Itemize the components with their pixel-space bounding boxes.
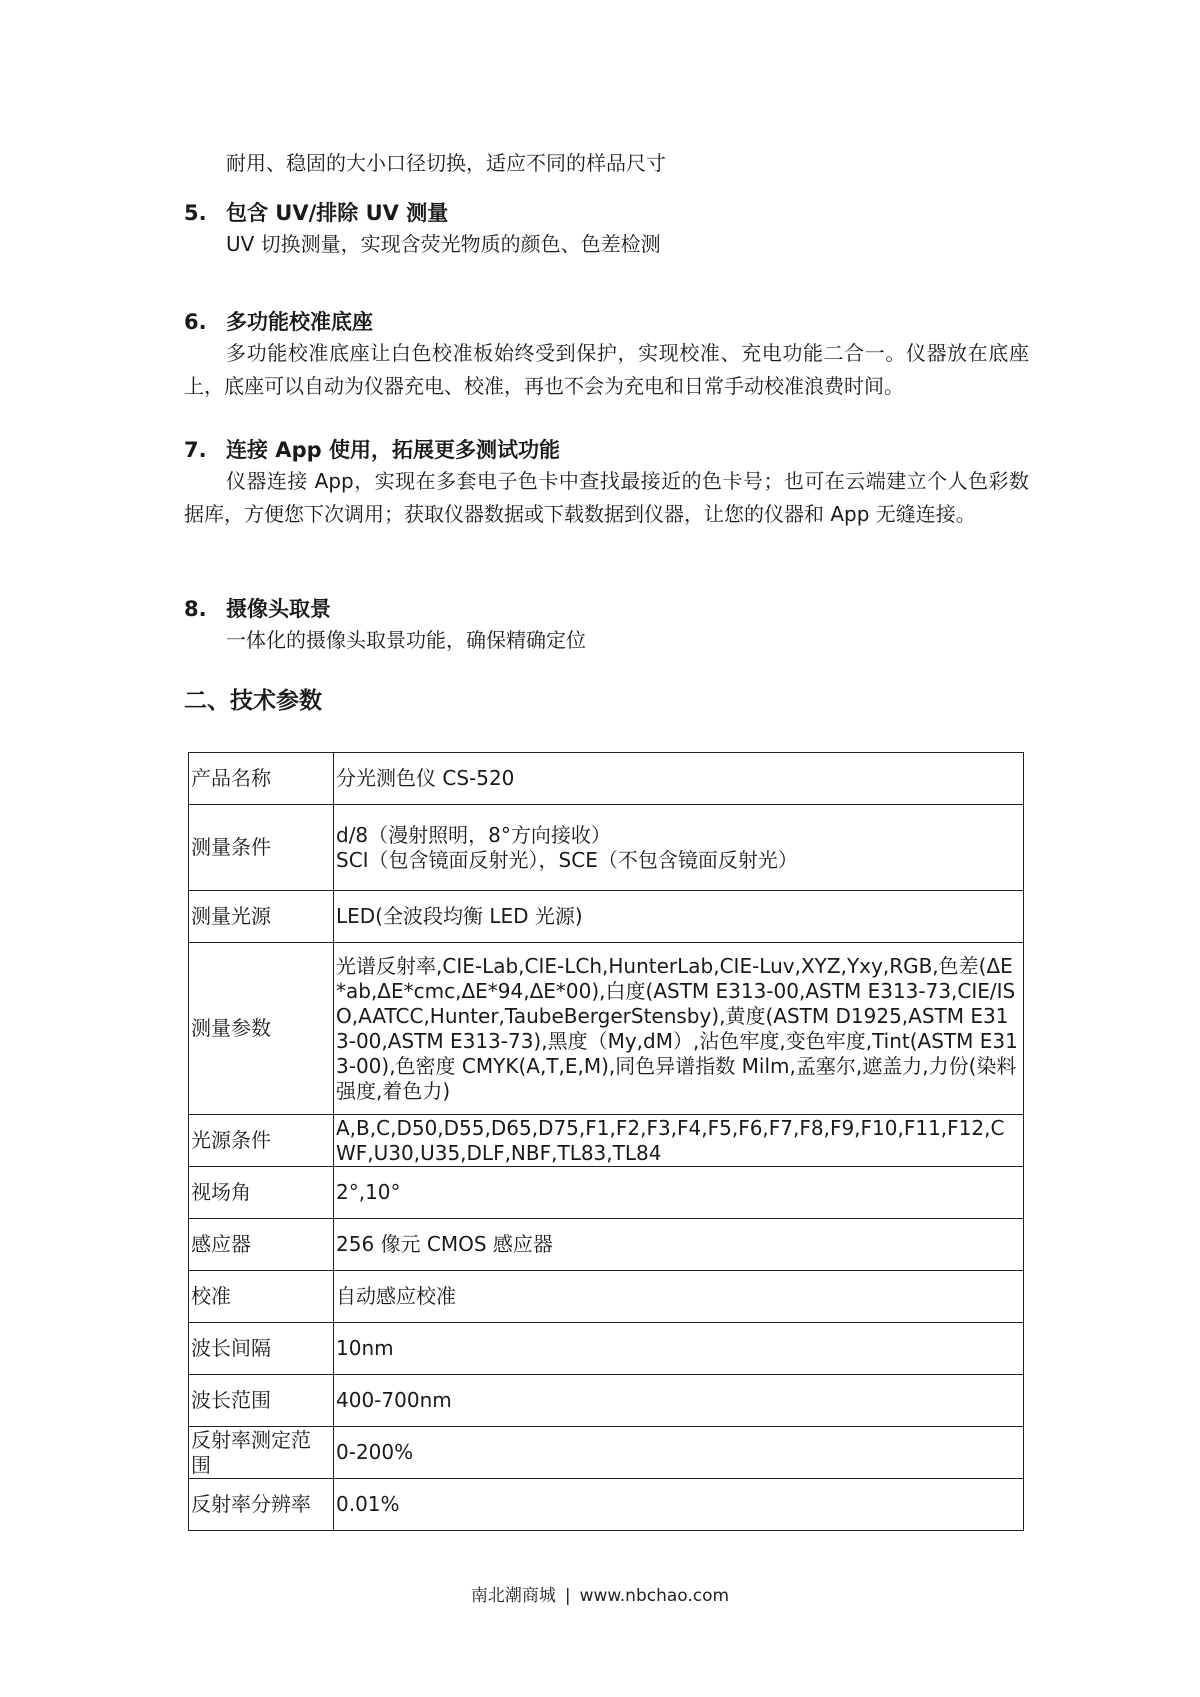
- section-title: 包含 UV/排除 UV 测量: [226, 201, 449, 225]
- section-number: 8.: [184, 597, 207, 621]
- section-body: UV 切换测量，实现含荧光物质的颜色、色差检测: [226, 232, 661, 256]
- spec-value: 2°,10°: [334, 1167, 1024, 1219]
- spec-label: 感应器: [189, 1219, 334, 1271]
- section-8: [184, 594, 1029, 657]
- spec-value: 分光测色仪 CS-520: [334, 753, 1024, 805]
- intro-paragraph: 耐用、稳固的大小口径切换，适应不同的样品尺寸: [226, 151, 666, 175]
- footer-site-name: 南北潮商城: [470, 1586, 556, 1606]
- spec-value: 0.01%: [334, 1479, 1024, 1531]
- table-row: [189, 891, 1024, 943]
- table-row: [189, 943, 1024, 1115]
- table-row: [189, 1167, 1024, 1219]
- section-body: 一体化的摄像头取景功能，确保精确定位: [226, 628, 586, 652]
- table-row: [189, 1479, 1024, 1531]
- footer-separator: |: [564, 1586, 571, 1606]
- table-row: [189, 805, 1024, 891]
- table-row: [189, 1323, 1024, 1375]
- spec-label: 测量光源: [189, 891, 334, 943]
- section-5: [184, 198, 1029, 261]
- section-heading: [184, 594, 1029, 624]
- section-body: 多功能校准底座让白色校准板始终受到保护，实现校准、充电功能二合一。仪器放在底座上，底座可以自动为仪器充电、校准，再也不会为充电和日常手动校准浪费时间。: [184, 341, 1029, 398]
- page-footer: [0, 1584, 1200, 1608]
- section-title: 多功能校准底座: [226, 310, 373, 334]
- section-6: [184, 307, 1029, 403]
- table-row: [189, 1219, 1024, 1271]
- spec-label: 视场角: [189, 1167, 334, 1219]
- spec-label: 波长范围: [189, 1375, 334, 1427]
- table-row: [189, 753, 1024, 805]
- spec-value: 光谱反射率,CIE-Lab,CIE-LCh,HunterLab,CIE-Luv,XYZ,Yxy,RGB,色差(ΔE*ab,ΔE*cmc,ΔE*94,ΔE*00),白度(ASTM E313-00,ASTM E313-73,CIE/ISO,AATCC,Hunter,TaubeBergerStensby),黄度(ASTM D1925,ASTM E313-00,ASTM E313-73),黑度（My,dM）,沾色牢度,变色牢度,Tint(ASTM E313-00),色密度 CMYK(A,T,E,M),同色异谱指数 Milm,孟塞尔,遮盖力,力份(染料强度,着色力): [334, 943, 1024, 1115]
- section-body: 仪器连接 App，实现在多套电子色卡中查找最接近的色卡号；也可在云端建立个人色彩数据库，方便您下次调用；获取仪器数据或下载数据到仪器，让您的仪器和 App 无缝连接。: [184, 469, 1029, 526]
- section-heading: [184, 307, 1029, 337]
- section-7: [184, 435, 1029, 531]
- spec-label: 反射率分辨率: [189, 1479, 334, 1531]
- spec-value: 400-700nm: [334, 1375, 1024, 1427]
- footer-url[interactable]: www.nbchao.com: [579, 1586, 730, 1606]
- spec-label: 测量条件: [189, 805, 334, 891]
- section-heading: [184, 435, 1029, 465]
- section-number: 5.: [184, 201, 207, 225]
- table-row: [189, 1115, 1024, 1167]
- section-number: 7.: [184, 438, 207, 462]
- spec-value: 256 像元 CMOS 感应器: [334, 1219, 1024, 1271]
- spec-label: 光源条件: [189, 1115, 334, 1167]
- spec-label: 产品名称: [189, 753, 334, 805]
- spec-label: 反射率测定范围: [189, 1427, 334, 1479]
- spec-table: [188, 752, 1024, 1531]
- part-title: 二、技术参数: [184, 688, 322, 714]
- table-row: [189, 1427, 1024, 1479]
- spec-label: 波长间隔: [189, 1323, 334, 1375]
- spec-value: 自动感应校准: [334, 1271, 1024, 1323]
- spec-value: A,B,C,D50,D55,D65,D75,F1,F2,F3,F4,F5,F6,F7,F8,F9,F10,F11,F12,CWF,U30,U35,DLF,NBF,TL83,TL84: [334, 1115, 1024, 1167]
- table-row: [189, 1271, 1024, 1323]
- spec-value: 0-200%: [334, 1427, 1024, 1479]
- spec-value: LED(全波段均衡 LED 光源): [334, 891, 1024, 943]
- spec-label: 测量参数: [189, 943, 334, 1115]
- table-row: [189, 1375, 1024, 1427]
- section-heading: [184, 198, 1029, 228]
- spec-label: 校准: [189, 1271, 334, 1323]
- spec-value: d/8（漫射照明，8°方向接收） SCI（包含镜面反射光），SCE（不包含镜面反射光）: [334, 805, 1024, 891]
- section-title: 连接 App 使用，拓展更多测试功能: [226, 438, 560, 462]
- section-title: 摄像头取景: [226, 597, 331, 621]
- spec-value: 10nm: [334, 1323, 1024, 1375]
- section-number: 6.: [184, 310, 207, 334]
